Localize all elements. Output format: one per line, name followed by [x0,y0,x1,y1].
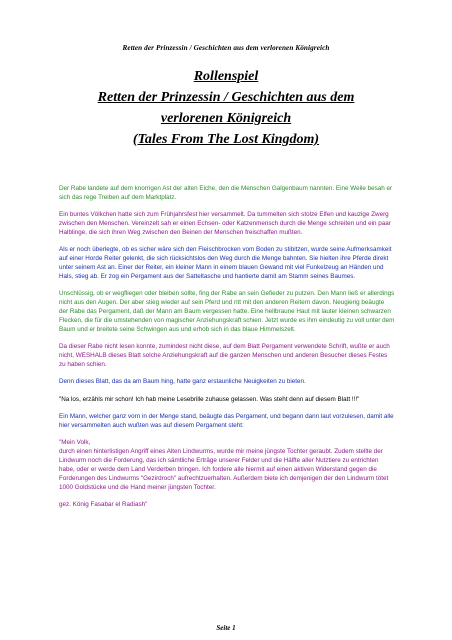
paragraph-reading-glasses: "Na los, erzähls mir schon! Ich hab meine Lesebrille zuhause gelassen. Was steht denn auf diesem Blatt !!!" [59,395,360,403]
paragraph-reads-aloud: Ein Mann, welcher ganz vorn in der Menge stand, beäugte das Pergament, und begann dann laut vorzulesen, damit alle hier versammelten auch wußten was auf diesem Pergament steht: [59,412,394,429]
letter-signature: gez. König Fasabar el Radiash" [59,500,148,508]
document-body [59,185,395,518]
running-header: Retten der Prinzessin / Geschichten aus dem verlorenen Königreich [122,44,330,52]
royal-proclamation [59,439,395,492]
title-line-2: Retten der Prinzessin / Geschichten aus dem [97,90,355,105]
paragraph-cannot-read: Da dieser Rabe nicht lesen konnte, zumindest nicht diese, auf dem Blatt Pergament verwendete Schrift, wußte er auch nicht, WESHALB dieses Blatt solche Anziehungskraft auf die ganzen Menschen und anderen Besucher dieses Festes zu haben schien. [59,343,390,369]
letter-salutation: "Mein Volk, [59,439,91,447]
paragraph-raven-lands: Der Rabe landete auf dem knorrigen Ast der alten Eiche, den die Menschen Galgenbaum nannten. Eine Weile besah er sich das rege Treiben auf dem Marktplatz. [59,185,393,201]
title-line-4: (Tales From The Lost Kingdom) [132,132,320,147]
page-number: Seite 1 [216,624,236,632]
paragraph-riders: Als er noch überlegte, ob es sicher wäre sich den Fleischbrocken vom Boden zu stibitzen, wurde seine Aufmerksamkeit auf einer Horde Reiter gelenkt, die sich rücksichtslos den Weg durch die Menge bahnten. Sie hielten ihre Pferde direkt unter seinem Ast an. Einer der Reiter, ein kleiner Mann in einem blauen Gewand mit viel Funkelzeug an Händen und Hals, stieg ab. Er zog ein Pergament aus der Satteltasche und hantierte damit am Stamm seines Baumes. [59,246,392,281]
letter-body: durch einen hinterlistigen Angriff eines Alten Lindwurms, wurde mir meine jüngste Tochter geraubt. Zudem stellte der Lindwurm noch die Forderung, das ich sämtliche Erträge unserer Felder und die Hälfte aller Nutztiere zu entrichten habe, oder er werde dem Land Verderben bringen. Ich fordere alle hiermit auf einen aktiven Widerstand gegen die Forderungen des Lindwurms "Gezirdroch" aufrechtzuerhalten. Außerdem biete ich demjenigen der den Lindwurm tötet 1000 Goldstücke und die Hand meiner jüngsten Tochter. [59,448,389,491]
title-line-1: Rollenspiel [193,69,259,84]
title-line-3: verlorenen Königreich [160,111,292,126]
paragraph-parchment: Unschlüssig, ob er wegfliegen oder bleiben sollte, fing der Rabe an sein Gefieder zu putzen. Den Mann ließ er allerdings nicht aus den Augen. Der aber stieg wieder auf sein Pferd und ritt mit den anderen Reitern davon. Neugierig beäugte der Rabe das Pergament, daß der Mann am Baum vergessen hatte. Eine hellbraune Haut mit lauter kleinen schwarzen Flecken, die für die umstehenden von magischer Anziehungskraft schien. Jetzt wurde es ihm eindeutig zu voll unter dem Baum und er breitete seine Schwingen aus und erhob sich in das blaue Himmelszelt. [59,290,395,333]
document-title [20,66,432,150]
paragraph-news: Denn dieses Blatt, das da am Baum hing, hatte ganz erstaunliche Neuigkeiten zu bieten. [59,378,306,386]
paragraph-festival: Ein buntes Völkchen hatte sich zum Frühjahrsfest hier versammelt. Da tummelten sich stolze Elfen und kauzige Zwerg zwischen den Menschen. Vereinzelt sah er einen Echsen- oder Katzenmensch durch die Menge schreiten und ein paar Halblinge, die sich ihren Weg zwischen den Beinen der Menschen freischaffen mußten. [59,211,391,237]
